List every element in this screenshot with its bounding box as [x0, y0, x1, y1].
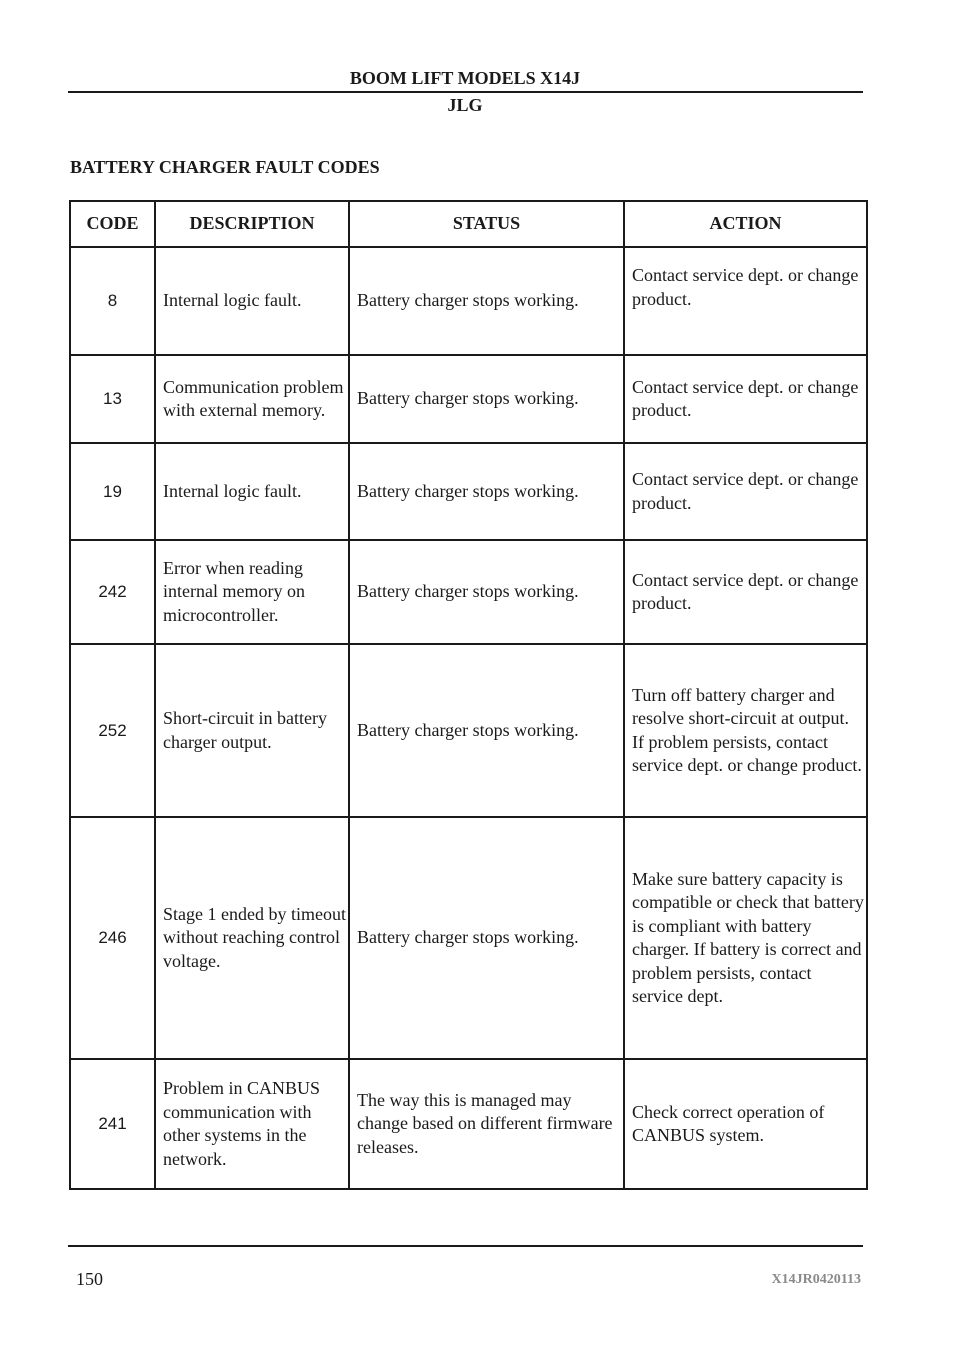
fault-action: Make sure battery capacity is compatible or check that battery is compliant with battery charger. If battery is correct and problem persists, contact service dept. — [624, 817, 867, 1059]
page-number: 150 — [76, 1269, 103, 1289]
section-title: BATTERY CHARGER FAULT CODES — [70, 157, 380, 177]
column-header-code: CODE — [70, 201, 155, 247]
fault-description: Internal logic fault. — [155, 443, 349, 540]
fault-status: Battery charger stops working. — [349, 644, 624, 817]
fault-codes-table — [69, 200, 868, 1190]
fault-code: 241 — [70, 1059, 155, 1189]
fault-code: 19 — [70, 443, 155, 540]
fault-code: 13 — [70, 355, 155, 443]
fault-code: 242 — [70, 540, 155, 644]
fault-action: Check correct operation of CANBUS system. — [624, 1059, 867, 1189]
fault-status: Battery charger stops working. — [349, 443, 624, 540]
fault-action: Contact service dept. or change product. — [624, 443, 867, 540]
table-header-row — [70, 201, 867, 247]
header-divider — [68, 91, 863, 93]
fault-description: Stage 1 ended by timeout without reaching control voltage. — [155, 817, 349, 1059]
fault-action: Contact service dept. or change product. — [624, 247, 867, 355]
column-header-action: ACTION — [624, 201, 867, 247]
fault-description: Short-circuit in battery charger output. — [155, 644, 349, 817]
table-row — [70, 355, 867, 443]
fault-code: 246 — [70, 817, 155, 1059]
table-row — [70, 644, 867, 817]
fault-status: Battery charger stops working. — [349, 540, 624, 644]
table-row — [70, 540, 867, 644]
fault-status: Battery charger stops working. — [349, 247, 624, 355]
fault-code: 252 — [70, 644, 155, 817]
fault-description: Internal logic fault. — [155, 247, 349, 355]
fault-action: Contact service dept. or change product. — [624, 540, 867, 644]
column-header-description: DESCRIPTION — [155, 201, 349, 247]
fault-description: Error when reading internal memory on microcontroller. — [155, 540, 349, 644]
footer-divider — [68, 1245, 863, 1247]
fault-description: Problem in CANBUS communication with other systems in the network. — [155, 1059, 349, 1189]
fault-action: Turn off battery charger and resolve short-circuit at output. If problem persists, contact service dept. or change product. — [624, 644, 867, 817]
fault-status: The way this is managed may change based on different firmware releases. — [349, 1059, 624, 1189]
fault-description: Communication problem with external memory. — [155, 355, 349, 443]
document-header-brand: JLG — [447, 95, 483, 115]
table-row — [70, 443, 867, 540]
table-row — [70, 247, 867, 355]
table-row — [70, 1059, 867, 1189]
document-header-title: BOOM LIFT MODELS X14J — [349, 68, 581, 88]
fault-status: Battery charger stops working. — [349, 817, 624, 1059]
fault-status: Battery charger stops working. — [349, 355, 624, 443]
document-id: X14JR0420113 — [771, 1272, 861, 1287]
fault-code: 8 — [70, 247, 155, 355]
table-row — [70, 817, 867, 1059]
fault-action: Contact service dept. or change product. — [624, 355, 867, 443]
column-header-status: STATUS — [349, 201, 624, 247]
